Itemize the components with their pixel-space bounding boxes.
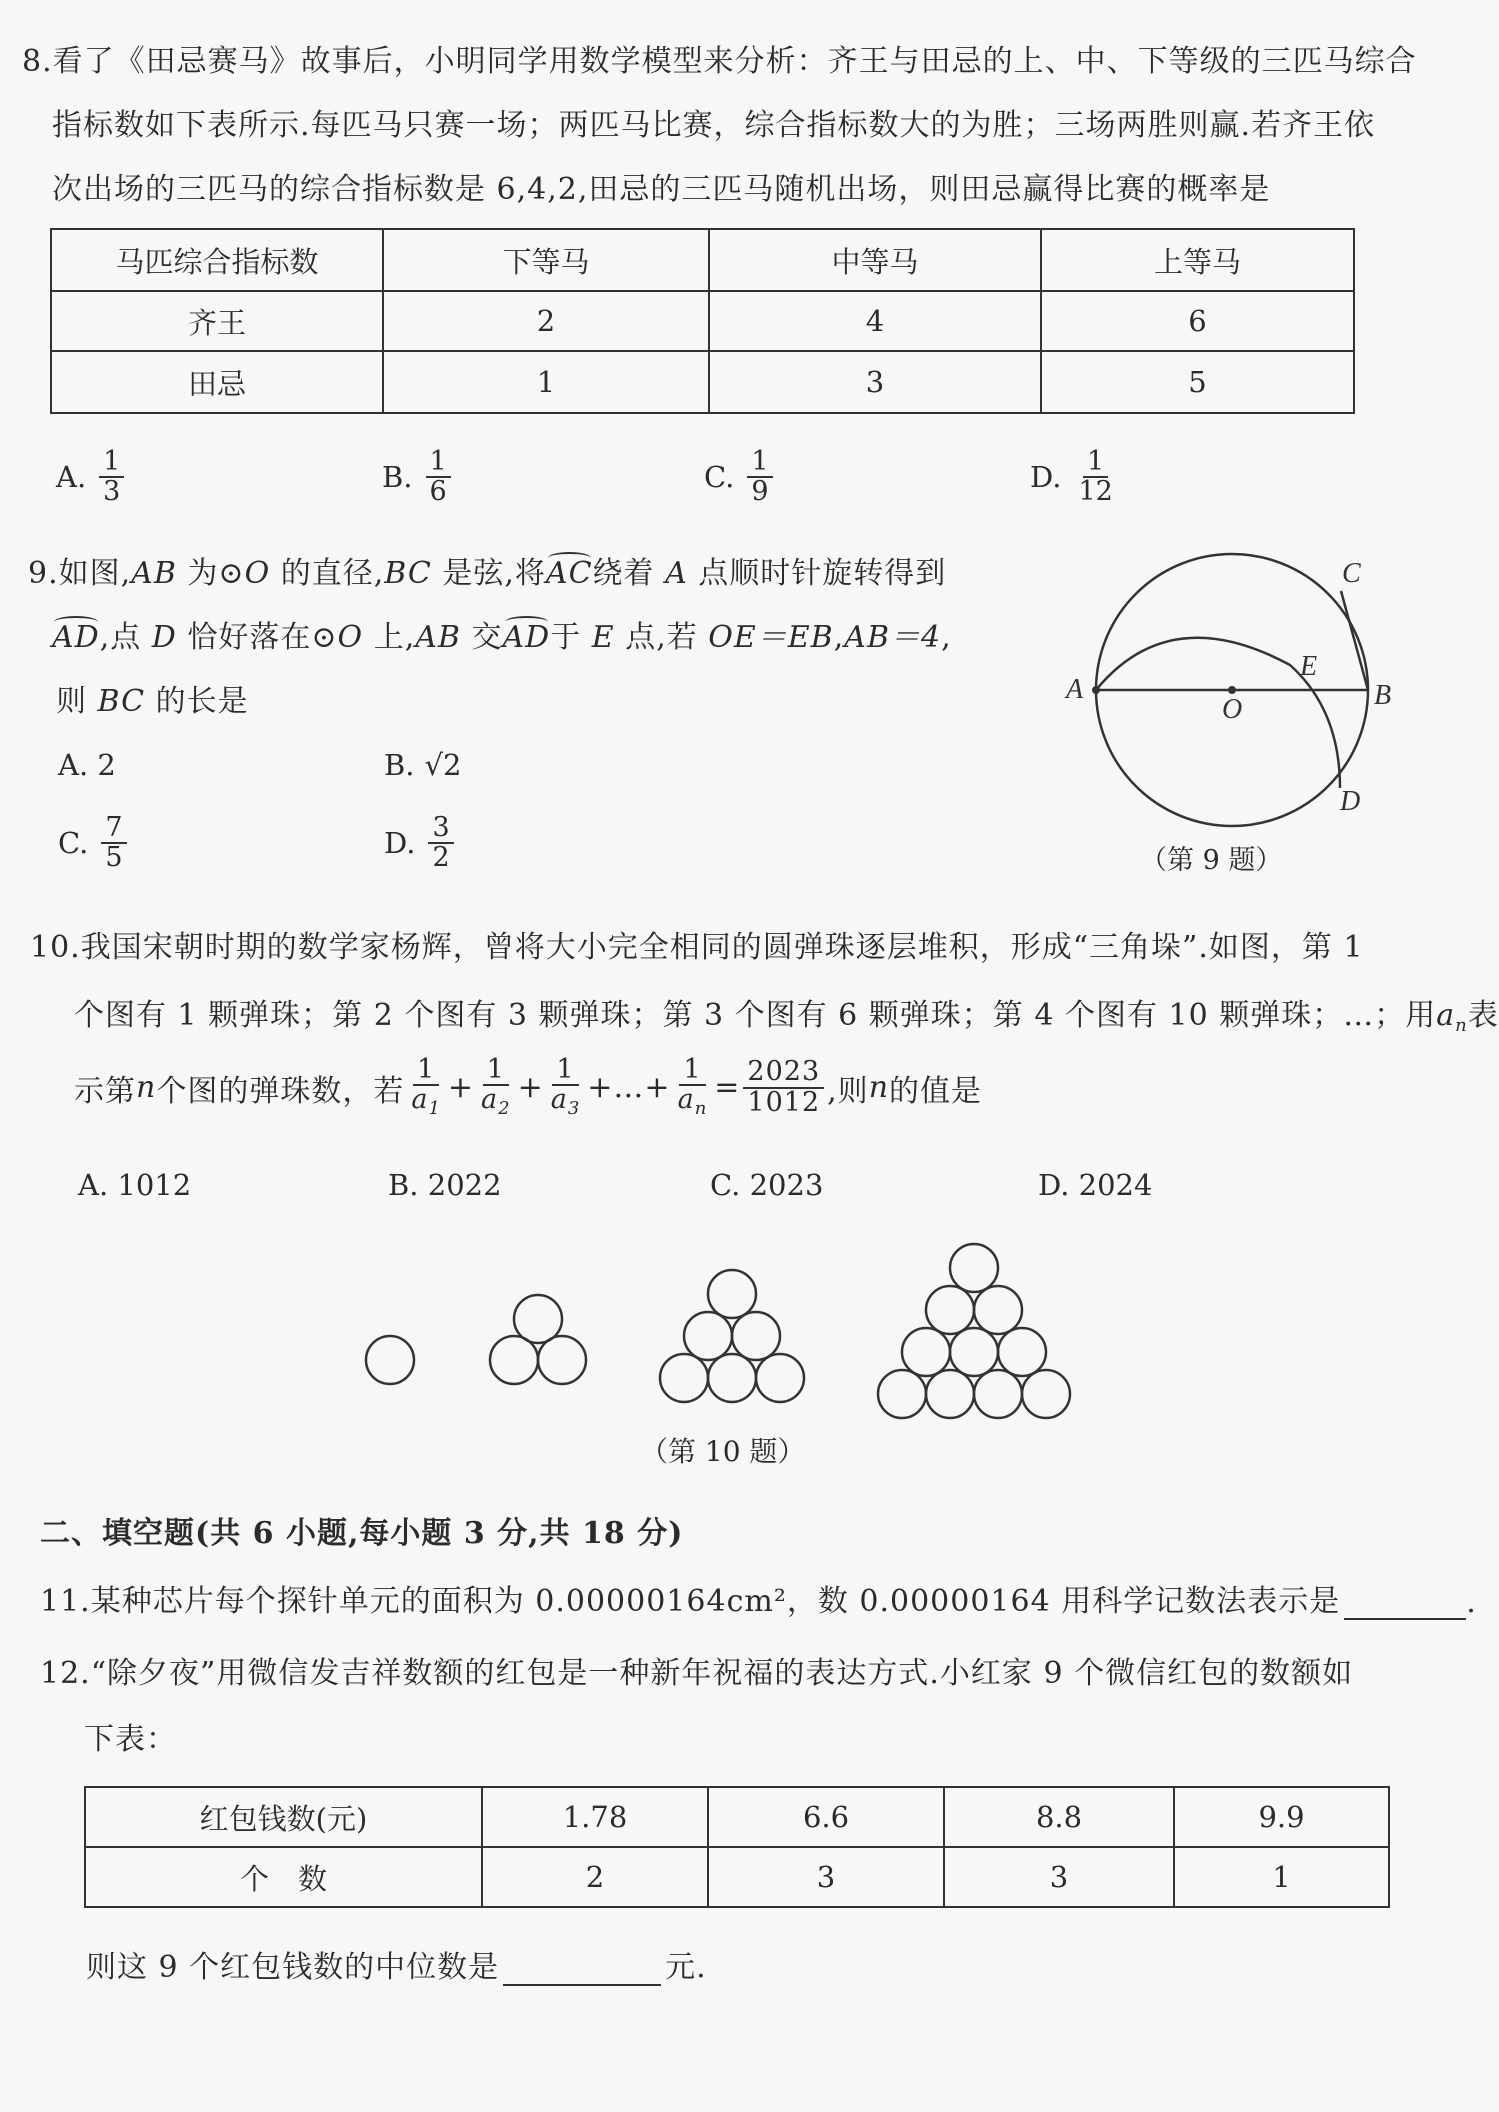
table-cell: 3 [709,351,1041,413]
option-value: √2 [424,748,462,782]
denominator: 9 [751,476,769,508]
denominator: 3 [103,476,121,508]
numerator: 2023 [743,1058,824,1088]
math-subscript: 3 [567,1098,581,1120]
arc-ac: AC [545,556,593,591]
fraction [407,1056,445,1119]
answer-blank[interactable] [1344,1588,1466,1620]
q9-line-2 [52,612,952,656]
denominator: 2 [432,842,450,874]
plus-sign: + [517,1070,544,1106]
math-var: BC [384,556,432,591]
fraction [428,814,453,873]
marble-4-4 [902,1328,950,1376]
table-header-cell: 上等马 [1041,229,1354,291]
q9-circle-figure [1050,540,1410,880]
text-fragment: 是弦,将 [431,556,546,591]
text-fragment: 个图有 1 颗弹珠；第 2 个图有 3 颗弹珠；第 3 个图有 6 颗弹珠；第 4 个图有 10 颗弹珠；…；用 [74,998,1437,1033]
point-o [1228,686,1236,694]
q10-option-a[interactable]: A. 1012 [78,1168,192,1202]
q9-option-a[interactable]: A. 2 [58,748,116,782]
text-fragment: ,则 [827,1073,869,1109]
fraction [747,448,772,507]
math-var: D [151,620,177,655]
option-letter: D. [384,826,416,861]
marble-3-3 [732,1312,780,1360]
marble-2-3 [538,1336,586,1384]
text-fragment: 的值是 [889,1073,983,1109]
numerator: 1 [1083,448,1108,478]
text-fragment: 点顺时针旋转得到 [687,556,947,591]
text-fragment: 点,若 [614,620,709,655]
q10-option-d[interactable]: D. 2024 [1038,1168,1153,1202]
math-var: n [868,1070,890,1106]
q8-option-c[interactable] [704,448,776,507]
denominator [674,1086,712,1119]
text-fragment: 上, [363,620,416,655]
table-header-cell: 6.6 [708,1787,944,1847]
math-subscript: n [694,1098,708,1120]
math-var: AB [415,620,461,655]
label-c: C [1342,558,1361,589]
q8-option-b[interactable] [382,448,454,507]
table-cell: 5 [1041,351,1354,413]
text-fragment: ,点 [99,620,152,655]
table-cell: 齐王 [51,291,383,351]
arc-ad: AD [502,620,551,655]
math-subscript: n [1455,1015,1468,1036]
table-cell: 个 数 [85,1847,482,1907]
table-cell: 4 [709,291,1041,351]
marble-3-6 [756,1354,804,1402]
marble-4-2 [926,1286,974,1334]
fraction [743,1058,824,1117]
table-header-cell: 1.78 [482,1787,708,1847]
fraction [547,1056,585,1119]
marble-4-10 [1022,1370,1070,1418]
fraction [426,448,451,507]
table-cell: 2 [482,1847,708,1907]
q12-line-1: 12.“除夕夜”用微信发吉祥数额的红包是一种新年祝福的表达方式.小红家 9 个微信红包的数额如 [40,1656,1354,1691]
ellipsis: +…+ [587,1070,671,1106]
table-header-cell: 8.8 [944,1787,1174,1847]
math-var: a [481,1084,499,1116]
marble-2-2 [490,1336,538,1384]
text-fragment: 的直径, [270,556,385,591]
numerator: 1 [483,1056,509,1086]
text-fragment: 绕着 [592,556,666,591]
text-fragment: 示第 [74,1073,136,1109]
table-row [51,229,1354,291]
marble-4-6 [998,1328,1046,1376]
q12-table [84,1786,1390,1908]
text-fragment: 则 [56,684,98,719]
plus-sign: + [447,1070,475,1106]
table-cell: 田忌 [51,351,383,413]
numerator: 1 [552,1056,578,1086]
math-var: BC [97,684,146,719]
q11-line [40,1576,1477,1620]
q10-option-b[interactable]: B. 2022 [388,1168,502,1202]
marble-4-1 [950,1244,998,1292]
marble-1-1 [366,1336,414,1384]
table-header-cell: 9.9 [1174,1787,1389,1847]
math-var: O [337,620,364,655]
q10-marble-figure [340,1240,1100,1430]
math-subscript: 1 [428,1098,441,1120]
numerator: 3 [428,814,453,844]
option-letter: C. [58,826,89,861]
math-var: a [550,1084,568,1116]
table-row [85,1787,1389,1847]
q8-line-2: 指标数如下表所示.每匹马只赛一场；两匹马比赛，综合指标数大的为胜；三场两胜则赢.若齐王依 [52,108,1376,143]
denominator [477,1086,515,1119]
math-expression: OE＝EB [708,620,834,655]
marble-4-3 [974,1286,1022,1334]
marble-3-2 [684,1312,732,1360]
text-fragment: 元. [665,1950,707,1985]
section-2-title: 二、填空题(共 6 小题,每小题 3 分,共 18 分) [40,1516,684,1551]
q11-text: 11.某种芯片每个探针单元的面积为 0.00000164cm²，数 0.00000164 用科学记数法表示是 [40,1584,1341,1619]
q10-option-c[interactable]: C. 2023 [710,1168,824,1202]
q8-line-1: 8.看了《田忌赛马》故事后，小明同学用数学模型来分析：齐王与田忌的上、中、下等级的三匹马综合 [22,44,1417,79]
q12-line-2: 下表： [84,1722,177,1757]
fraction [674,1056,712,1119]
option-letter: C. [704,460,735,495]
marble-3-1 [708,1270,756,1318]
marble-4-8 [926,1370,974,1418]
marble-4-5 [950,1328,998,1376]
table-header-cell: 马匹综合指标数 [51,229,383,291]
table-cell: 6 [1041,291,1354,351]
table-cell: 2 [383,291,709,351]
math-var: A [665,556,688,591]
label-b: B [1374,680,1392,711]
table-header-cell: 中等马 [709,229,1041,291]
chord-bc [1341,591,1368,690]
math-var: AB [131,556,177,591]
denominator [547,1086,585,1119]
q8-table [50,228,1355,414]
text-fragment: 恰好落在⊙ [176,620,338,655]
denominator: 12 [1078,476,1113,508]
table-row [85,1847,1389,1907]
table-cell: 1 [1174,1847,1389,1907]
point-a [1092,686,1100,694]
label-o: O [1222,694,1243,725]
option-letter: D. [1030,460,1062,495]
option-letter: B. [384,748,415,782]
table-cell: 1 [383,351,709,413]
label-d: D [1340,786,1361,817]
q10-figure-caption: （第 10 题） [640,1435,806,1468]
label-a: A [1066,674,1084,705]
math-expression: AB＝4 [844,620,942,655]
q9-figure-caption: （第 9 题） [1140,845,1283,876]
denominator [407,1086,445,1119]
q9-line-3 [56,676,249,720]
text-fragment: . [1466,1585,1477,1620]
numerator: 1 [99,448,124,478]
math-var: a [1436,998,1456,1033]
math-var: n [136,1070,157,1106]
label-e: E [1300,651,1318,682]
math-var: E [591,620,615,655]
text-fragment: 于 [550,620,592,655]
marble-3-4 [660,1354,708,1402]
text-fragment: 个图的弹珠数，若 [156,1073,405,1109]
q9-line-1 [28,548,946,592]
marble-4-7 [878,1370,926,1418]
table-row [51,351,1354,413]
q8-line-3: 次出场的三匹马的综合指标数是 6,4,2,田忌的三匹马随机出场，则田忌赢得比赛的概率是 [52,172,1271,207]
text-fragment: 表 [1467,998,1499,1033]
denominator: 5 [105,842,123,874]
text-fragment: 的长是 [145,684,249,719]
numerator: 7 [101,814,126,844]
table-header-cell: 红包钱数(元) [85,1787,482,1847]
q12-tail [86,1942,707,1986]
numerator: 1 [747,448,772,478]
equals-sign: = [714,1070,741,1106]
q10-line-2 [74,990,1499,1036]
fraction [1074,448,1116,507]
text-fragment: 为⊙ [176,556,245,591]
numerator: 1 [679,1056,705,1086]
math-var: O [244,556,271,591]
option-letter: A. [56,460,87,495]
fraction [101,814,126,873]
numerator: 1 [413,1056,439,1086]
q8-option-a[interactable] [56,448,127,507]
q9-option-b[interactable] [384,748,461,782]
table-cell: 3 [708,1847,944,1907]
denominator: 6 [429,476,447,508]
text-fragment: 则这 9 个红包钱数的中位数是 [86,1950,500,1985]
text-fragment: 9.如图, [28,556,132,591]
math-var: a [411,1084,429,1116]
text-fragment: , [941,620,952,655]
fraction [99,448,124,507]
q9-option-d[interactable] [384,814,457,873]
denominator: 1012 [747,1086,821,1118]
numerator: 1 [426,448,451,478]
marble-3-5 [708,1354,756,1402]
fraction [477,1056,515,1119]
q9-option-c[interactable] [58,814,130,873]
q10-line-1: 10.我国宋朝时期的数学家杨辉，曾将大小完全相同的圆弹珠逐层堆积，形成“三角垛”.如图，第 1 [30,930,1364,965]
math-subscript: 2 [498,1098,511,1120]
answer-blank[interactable] [503,1954,661,1986]
text-fragment: 交 [460,620,503,655]
table-header-cell: 下等马 [383,229,709,291]
q10-line-3 [74,1056,982,1119]
math-var: a [677,1084,695,1116]
text-fragment: , [833,620,845,655]
marble-4-9 [974,1370,1022,1418]
table-row [51,291,1354,351]
table-cell: 3 [944,1847,1174,1907]
option-letter: B. [382,460,413,495]
q8-option-d[interactable] [1030,448,1120,507]
arc-ad: AD [52,620,100,655]
